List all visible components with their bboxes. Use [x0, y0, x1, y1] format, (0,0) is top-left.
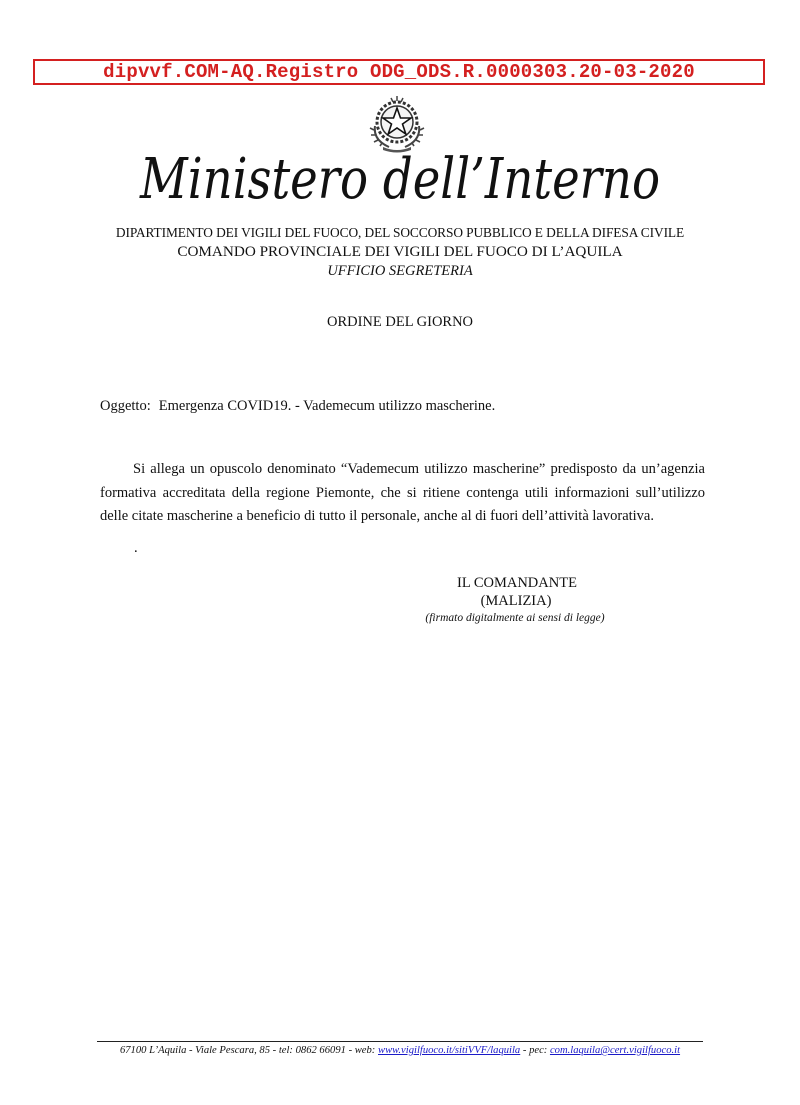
- body-text: Si allega un opuscolo denominato “Vademecum utilizzo mascherine” predisposto da un’agenzia formativa accreditata della regione Piemonte, che si ritiene contenga utili informazioni sull’utilizzo delle citate mascherine a beneficio di tutto il personale, anche al di fuori dell’attività lavorativa.: [100, 461, 705, 524]
- footer-address: 67100 L’Aquila - Viale Pescara, 85 - tel: 0862 66091 - web:: [119, 1045, 376, 1056]
- ministry-name: Ministero dell’Interno: [139, 147, 660, 212]
- subject-label: Oggetto:: [100, 398, 151, 414]
- footer-pec-label: - pec:: [522, 1045, 548, 1056]
- department-line: DIPARTIMENTO DEI VIGILI DEL FUOCO, DEL SOCCORSO PUBBLICO E DELLA DIFESA CIVILE: [115, 225, 685, 240]
- body-paragraph: [100, 458, 705, 529]
- protocol-stamp: [33, 59, 765, 85]
- signer-name: (MALIZIA): [480, 593, 552, 609]
- subject-line: [100, 398, 495, 415]
- document-title: ORDINE DEL GIORNO: [326, 314, 474, 330]
- subject-text: Emergenza COVID19. - Vademecum utilizzo mascherine.: [158, 398, 496, 414]
- ministry-logotype: [130, 138, 670, 218]
- footer-pec-link[interactable]: com.laquila@cert.vigilfuoco.it: [549, 1045, 681, 1056]
- comando-line: COMANDO PROVINCIALE DEI VIGILI DEL FUOCO DI L’AQUILA: [177, 243, 623, 260]
- office-line: UFFICIO SEGRETERIA: [327, 263, 473, 279]
- footer-divider: [97, 1041, 703, 1042]
- footer-web-link[interactable]: www.vigilfuoco.it/sitiVVF/laquila: [378, 1045, 521, 1056]
- signer-title: IL COMANDANTE: [457, 575, 577, 591]
- stray-dot: .: [134, 540, 138, 556]
- protocol-number: dipvvf.COM-AQ.Registro ODG_ODS.R.0000303.20-03-2020: [103, 61, 695, 83]
- footer: [97, 1045, 703, 1056]
- signature-note: (firmato digitalmente ai sensi di legge): [425, 612, 605, 624]
